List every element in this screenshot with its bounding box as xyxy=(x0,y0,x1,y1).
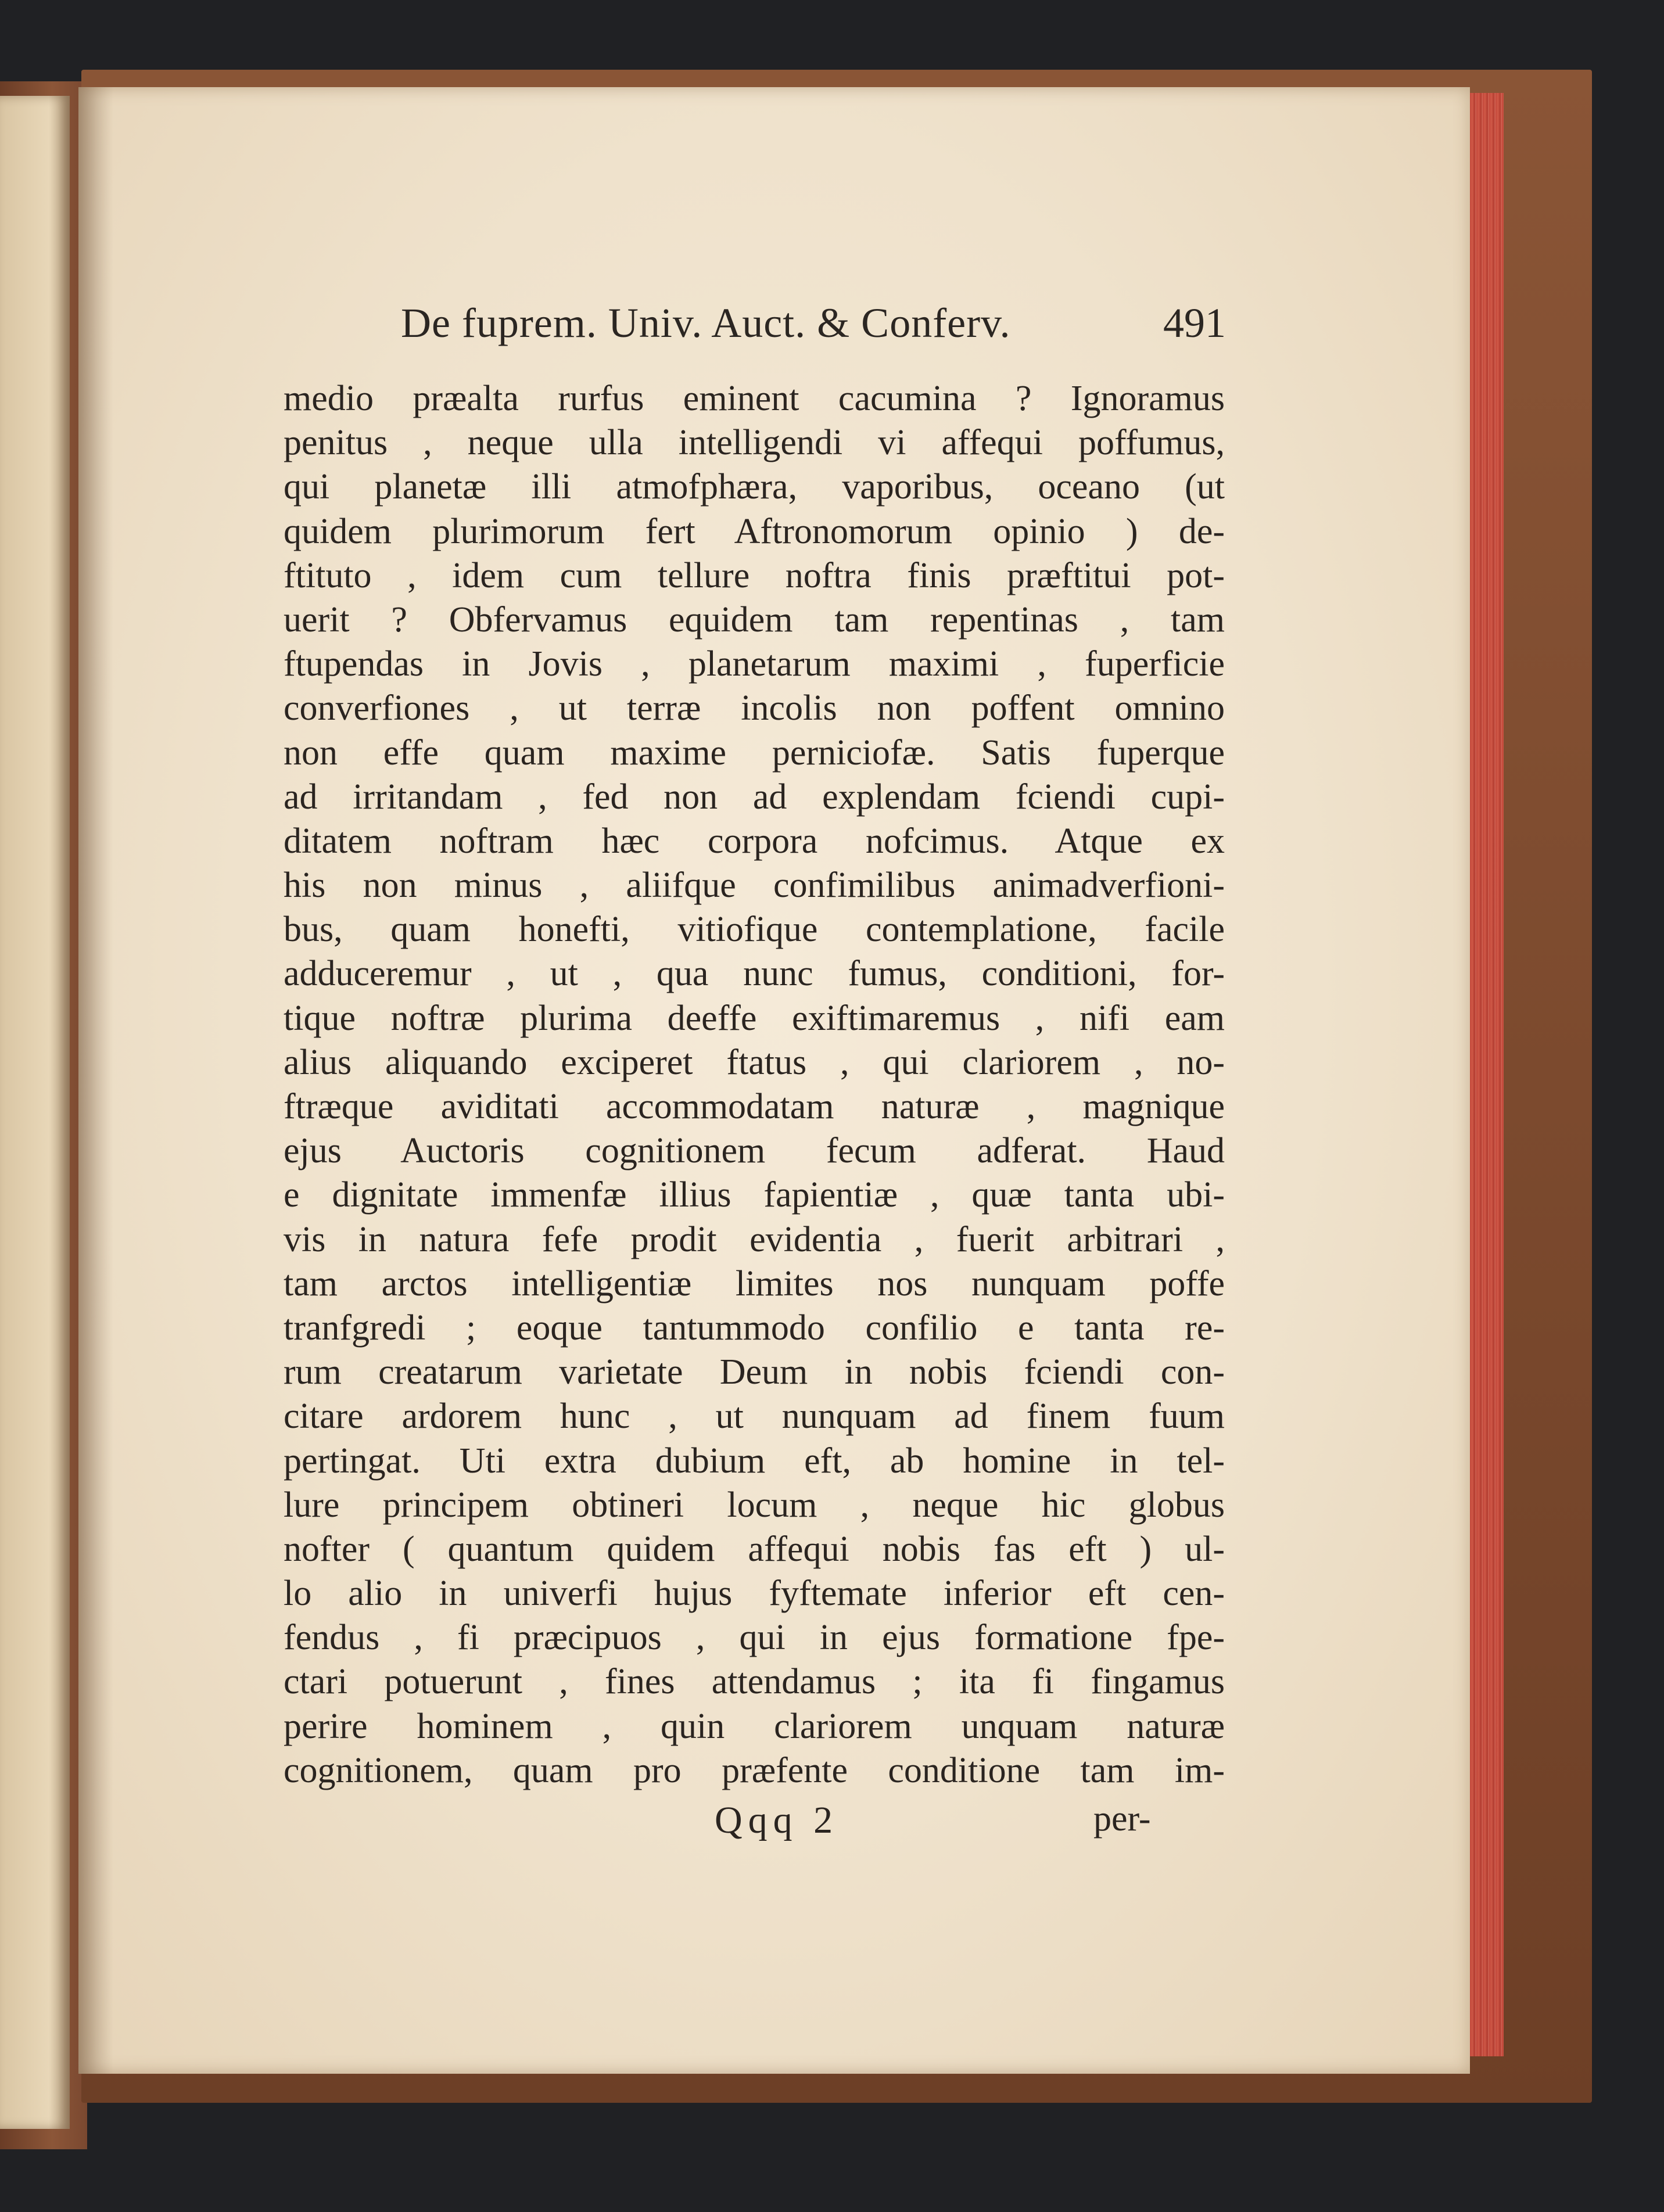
text-line: penitus , neque ulla intelligendi vi affequi poffumus, xyxy=(284,423,1225,463)
text-line: citare ardorem hunc , ut nunquam ad finem fuum xyxy=(284,1396,1225,1437)
text-line: fendus , fi præcipuos , qui in ejus formatione fpe- xyxy=(284,1618,1225,1658)
text-line: non effe quam maxime perniciofæ. Satis fuperque xyxy=(284,732,1225,773)
text-line: ctari potuerunt , fines attendamus ; ita fi fingamus xyxy=(284,1662,1225,1702)
text-line: ftræque aviditati accommodatam naturæ , magnique xyxy=(284,1087,1225,1126)
text-line: perire hominem , quin clariorem unquam naturæ xyxy=(284,1706,1225,1746)
text-line: nofter ( quantum quidem affequi nobis fas eft ) ul- xyxy=(284,1529,1225,1569)
text-line: uerit ? Obfervamus equidem tam repentinas , tam xyxy=(284,599,1225,640)
left-page-edge xyxy=(0,96,70,2129)
text-line: converfiones , ut terræ incolis non poffent omnino xyxy=(284,688,1225,728)
text-line: tique noftræ plurima deeffe exiftimaremus , nifi eam xyxy=(284,998,1225,1038)
catchword: per- xyxy=(1093,1799,1151,1838)
text-line: qui planetæ illi atmofphæra, vaporibus, oceano (ut xyxy=(284,467,1225,507)
text-line: e dignitate immenfæ illius fapientiæ , quæ tanta ubi- xyxy=(284,1175,1225,1215)
text-line: adduceremur , ut , qua nunc fumus, conditioni, for- xyxy=(284,954,1225,994)
red-page-edges xyxy=(1470,93,1504,2056)
gutter-shadow xyxy=(78,87,113,2074)
text-line: medio præalta rurfus eminent cacumina ? Ignoramus xyxy=(284,379,1225,418)
text-line: vis in natura fefe prodit evidentia , fuerit arbitrari , xyxy=(284,1219,1225,1259)
text-line: ejus Auctoris cognitionem fecum adferat. Haud xyxy=(284,1131,1225,1171)
text-line: lo alio in univerfi hujus fyftemate inferior eft cen- xyxy=(284,1574,1225,1614)
text-line: pertingat. Uti extra dubium eft, ab homine in tel- xyxy=(284,1441,1225,1481)
signature-mark: Qqq 2 xyxy=(715,1799,839,1841)
running-head xyxy=(401,299,1226,357)
text-line: alius aliquando exciperet ftatus , qui clariorem , no- xyxy=(284,1042,1225,1082)
text-line: ftupendas in Jovis , planetarum maximi , fuperficie xyxy=(284,644,1225,684)
text-line: ad irritandam , fed non ad explendam fciendi cupi- xyxy=(284,777,1225,817)
text-line: rum creatarum varietate Deum in nobis fciendi con- xyxy=(284,1352,1225,1392)
text-line: bus, quam honefti, vitiofique contemplatione, facile xyxy=(284,910,1225,950)
text-line: lure principem obtineri locum , neque hic globus xyxy=(284,1485,1225,1525)
text-line: quidem plurimorum fert Aftronomorum opinio ) de- xyxy=(284,511,1225,551)
text-line: tranfgredi ; eoque tantummodo confilio e tanta re- xyxy=(284,1308,1225,1348)
page-number: 491 xyxy=(1163,300,1226,346)
text-line: ditatem noftram hæc corpora nofcimus. Atque ex xyxy=(284,821,1225,861)
text-line: tam arctos intelligentiæ limites nos nunquam poffe xyxy=(284,1263,1225,1304)
text-line: ftituto , idem cum tellure noftra finis præftitui pot- xyxy=(284,555,1225,595)
text-line: his non minus , aliifque confimilibus animadverfioni- xyxy=(284,866,1225,906)
body-text xyxy=(284,376,1225,1793)
text-line: cognitionem, quam pro præfente conditione tam im- xyxy=(284,1750,1225,1790)
running-title: De fuprem. Univ. Auct. & Conferv. xyxy=(401,300,1011,346)
